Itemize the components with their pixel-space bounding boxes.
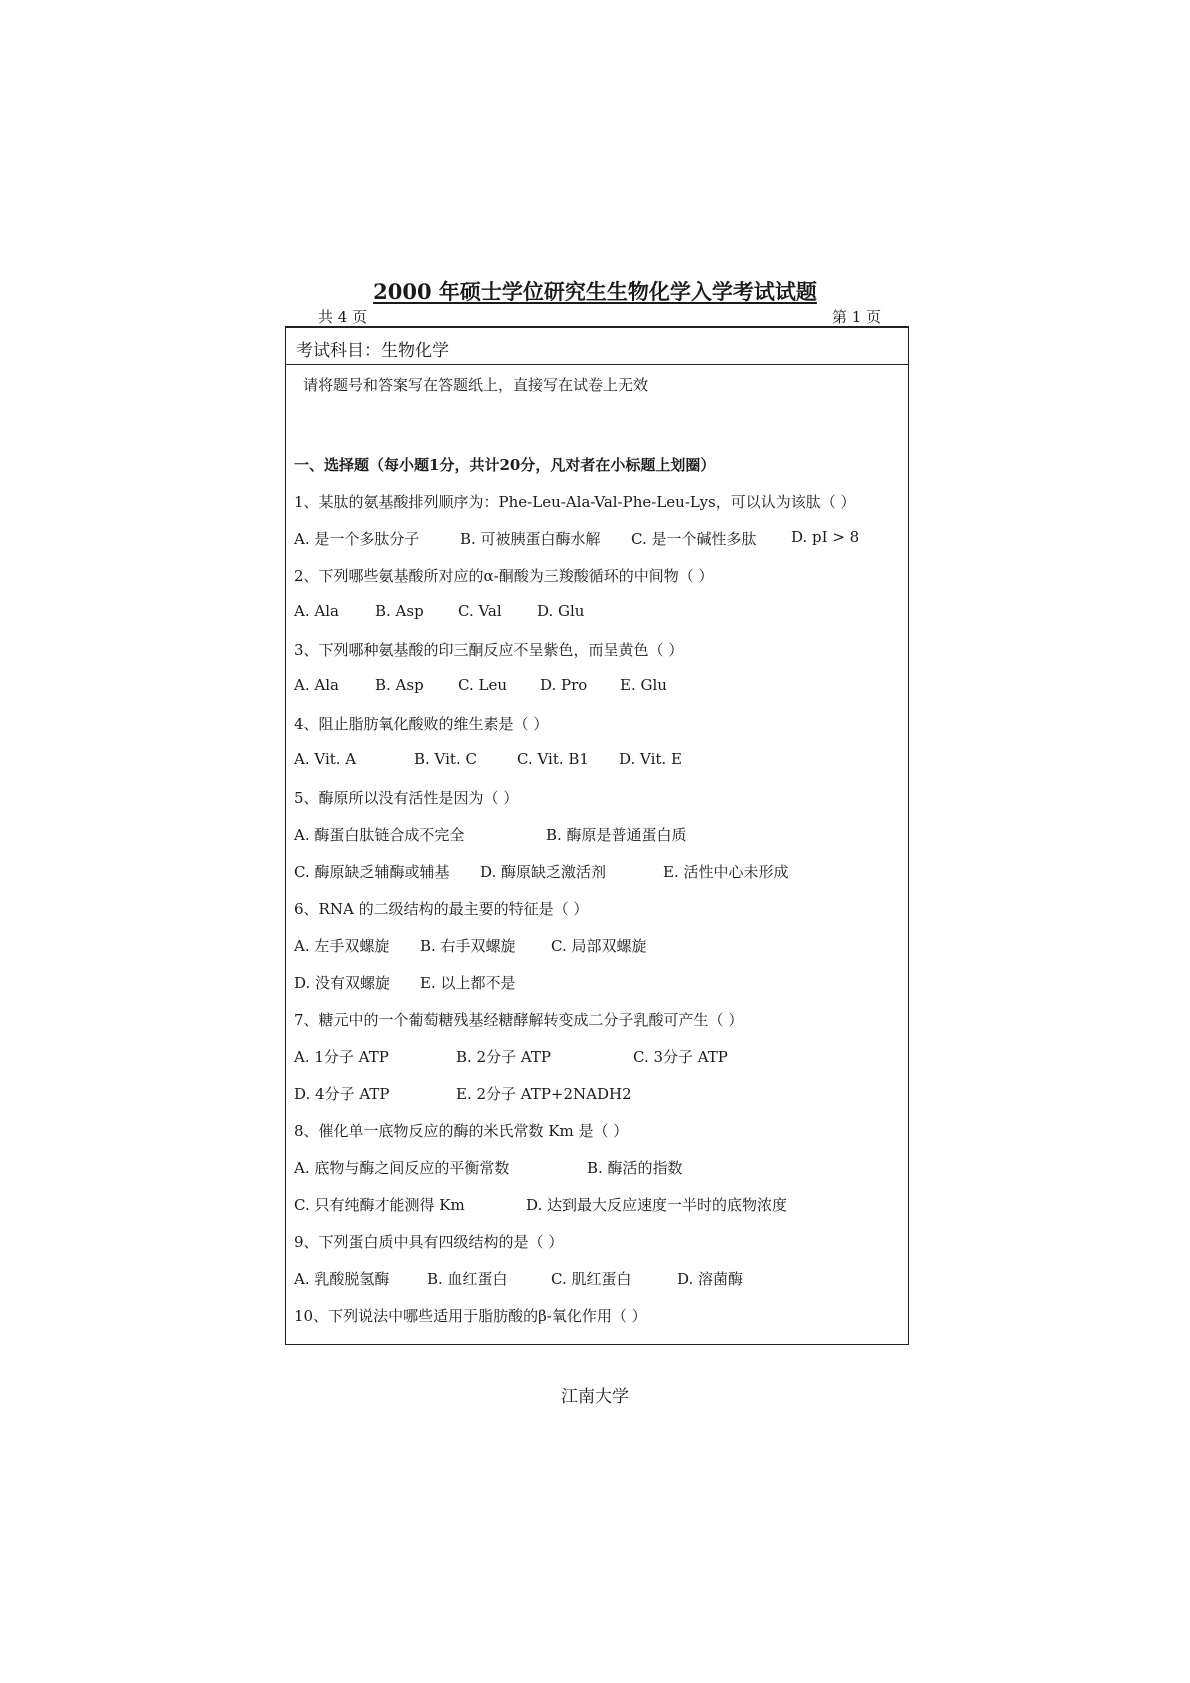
option: B. 可被胰蛋白酶水解 [460, 530, 601, 548]
question-stem: 3、下列哪种氨基酸的印三酮反应不呈紫色，而呈黄色（ ） [294, 641, 684, 659]
option: A. Ala [294, 602, 339, 620]
option: B. 血红蛋白 [427, 1270, 508, 1288]
question-stem: 5、酶原所以没有活性是因为（ ） [294, 789, 519, 807]
option: D. 酶原缺乏激活剂 [480, 863, 607, 881]
page-number: 第 1 页 [832, 308, 882, 326]
exam-instruction: 请将题号和答案写在答题纸上，直接写在试卷上无效 [303, 376, 649, 394]
question-stem: 6、RNA 的二级结构的最主要的特征是（ ） [294, 900, 589, 918]
option: C. 只有纯酶才能测得 Km [294, 1196, 465, 1214]
option: C. 肌红蛋白 [551, 1270, 632, 1288]
question-stem: 7、糖元中的一个葡萄糖残基经糖酵解转变成二分子乳酸可产生（ ） [294, 1011, 744, 1029]
question-stem: 9、下列蛋白质中具有四级结构的是（ ） [294, 1233, 564, 1251]
subject-row [286, 328, 908, 365]
total-pages: 共 4 页 [318, 308, 368, 326]
question-stem: 1、某肽的氨基酸排列顺序为：Phe-Leu-Ala-Val-Phe-Leu-Lys，可以认为该肽（ ） [294, 493, 856, 511]
question-stem: 8、催化单一底物反应的酶的米氏常数 Km 是（ ） [294, 1122, 629, 1140]
option: A. 1分子 ATP [294, 1048, 389, 1066]
option: D. 达到最大反应速度一半时的底物浓度 [526, 1196, 788, 1214]
option: D. 没有双螺旋 [294, 974, 391, 992]
exam-frame [285, 326, 909, 1345]
option: D. pI > 8 [791, 528, 860, 546]
option: A. 底物与酶之间反应的平衡常数 [294, 1159, 510, 1177]
option: B. Vit. C [414, 750, 477, 768]
option: C. Leu [458, 676, 507, 694]
option: E. Glu [620, 676, 667, 694]
option: A. 酶蛋白肽链合成不完全 [294, 826, 465, 844]
option: A. 是一个多肽分子 [294, 530, 420, 548]
option: E. 活性中心未形成 [663, 863, 789, 881]
option: E. 2分子 ATP+2NADH2 [456, 1085, 632, 1103]
option: D. 溶菌酶 [677, 1270, 744, 1288]
option: B. 右手双螺旋 [420, 937, 516, 955]
option: D. Vit. E [619, 750, 682, 768]
option: A. Vit. A [294, 750, 357, 768]
option: B. Asp [375, 602, 424, 620]
option: C. Vit. B1 [517, 750, 589, 768]
option: E. 以上都不是 [420, 974, 516, 992]
option: B. 酶原是普通蛋白质 [546, 826, 687, 844]
question-stem: 2、下列哪些氨基酸所对应的α-酮酸为三羧酸循环的中间物（ ） [294, 567, 714, 585]
option: B. 2分子 ATP [456, 1048, 551, 1066]
option: C. Val [458, 602, 502, 620]
question-stem: 4、阻止脂肪氧化酸败的维生素是（ ） [294, 715, 549, 733]
option: B. 酶活的指数 [587, 1159, 683, 1177]
option: D. Glu [537, 602, 585, 620]
question-stem: 10、下列说法中哪些适用于脂肪酸的β-氧化作用（ ） [294, 1307, 647, 1325]
option: C. 是一个碱性多肽 [631, 530, 757, 548]
exam-subject: 考试科目：生物化学 [296, 341, 449, 361]
option: B. Asp [375, 676, 424, 694]
option: C. 3分子 ATP [633, 1048, 728, 1066]
exam-title: 2000 年硕士学位研究生生物化学入学考试试题 [373, 279, 817, 304]
option: D. Pro [540, 676, 588, 694]
university-name: 江南大学 [561, 1387, 629, 1407]
option: D. 4分子 ATP [294, 1085, 390, 1103]
option: A. 乳酸脱氢酶 [294, 1270, 390, 1288]
section-heading: 一、选择题（每小题1分，共计20分，凡对者在小标题上划圈） [294, 456, 716, 474]
option: A. Ala [294, 676, 339, 694]
option: A. 左手双螺旋 [294, 937, 390, 955]
option: C. 局部双螺旋 [551, 937, 647, 955]
option: C. 酶原缺乏辅酶或辅基 [294, 863, 450, 881]
